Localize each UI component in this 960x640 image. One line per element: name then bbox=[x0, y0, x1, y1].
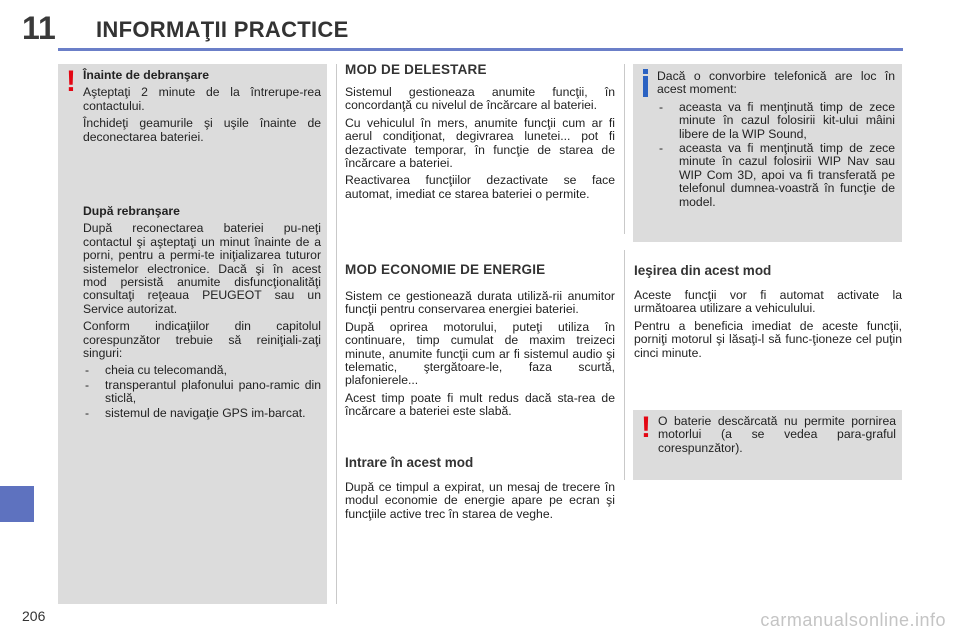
mod-delestare-p1: Sistemul gestioneaza anumite funcţii, în concordanţă cu nivelul de încărcare al bateriei. bbox=[345, 85, 615, 113]
mod-delestare-heading: MOD DE DELESTARE bbox=[345, 62, 487, 77]
page-number: 206 bbox=[22, 608, 46, 624]
enter-mode-body bbox=[345, 481, 615, 525]
exit-mode-p1: Aceste funcţii vor fi automat activate la următoarea utilizare a vehiculului. bbox=[634, 288, 902, 316]
chapter-side-tab bbox=[0, 486, 34, 522]
chapter-title: INFORMAŢII PRACTICE bbox=[96, 17, 349, 42]
header-rule bbox=[58, 48, 903, 51]
column-divider bbox=[624, 64, 625, 234]
eco-mode-p1: Sistem ce gestionează durata utiliză-rii anumitor funcţii pentru conservarea energiei bateriei. bbox=[345, 289, 615, 317]
eco-mode-heading: MOD ECONOMIE DE ENERGIE bbox=[345, 262, 546, 277]
reinit-list bbox=[83, 364, 321, 420]
before-disconnect-p2: Închideţi geamurile şi uşile înainte de deconectarea bateriei. bbox=[83, 116, 321, 144]
mod-delestare-p2: Cu vehiculul în mers, anumite funcţii cum ar fi aerul condiţionat, degivrarea lunetei... pot fi dezactivate temporar, în funcţie de starea de încărcare a bateriei. bbox=[345, 115, 615, 171]
column-divider bbox=[336, 64, 337, 604]
before-disconnect-block bbox=[83, 69, 321, 148]
after-reconnect-p1: După reconectarea bateriei pu-neţi contactul şi aşteptaţi un minut înainte de a porni, pentru a permi-te iniţializarea tuturor sistemelor electronice. Dacă şi în acest mod persistă anumite disfuncţionalităţi consultaţi reţeaua PEUGEOT sau un Service autorizat. bbox=[83, 221, 321, 316]
list-item: - cheia cu telecomandă, bbox=[83, 364, 321, 377]
after-reconnect-p2: Conform indicaţiilor din capitolul corespunzător trebuie să reiniţiali-zaţi singuri: bbox=[83, 319, 321, 361]
eco-mode-p2: După oprirea motorului, puteţi utiliza în continuare, timp cumulat de maxim treizeci minute, anumite funcţii cum ar fi sistemul audio şi telematic, ştergătoare-le, faza scurtă, plafonierele... bbox=[345, 319, 615, 388]
exit-mode-p2: Pentru a beneficia imediat de aceste funcţii, porniţi motorul şi lăsaţi-l să func-ţioneze cel puţin cinci minute. bbox=[634, 318, 902, 360]
before-disconnect-title: Înainte de debranşare bbox=[83, 68, 209, 82]
info-icon bbox=[643, 76, 648, 97]
eco-mode-p3: Acest timp poate fi mult redus dacă sta-rea de încărcare a bateriei este slabă. bbox=[345, 390, 615, 419]
enter-mode-heading: Intrare în acest mod bbox=[345, 455, 474, 470]
column-divider bbox=[624, 250, 625, 480]
watermark: carmanualsonline.info bbox=[760, 610, 946, 630]
mod-delestare-p3: Reactivarea funcţiilor dezactivate se face automat, imediat ce starea bateriei o permite. bbox=[345, 173, 615, 201]
warning-text: O baterie descărcată nu permite pornirea motorlui (a se vedea para-graful corespunzător). bbox=[658, 414, 896, 455]
chapter-number: 11 bbox=[22, 10, 56, 46]
list-item: - transperantul plafonului pano-ramic din sticlă, bbox=[83, 379, 321, 406]
eco-mode-body bbox=[345, 290, 615, 423]
exit-mode-body bbox=[634, 289, 902, 364]
warning-panel-body bbox=[658, 415, 896, 459]
warning-exclamation-icon: ! bbox=[641, 411, 651, 444]
info-list bbox=[657, 101, 895, 209]
list-item: - aceasta va fi menţinută timp de zece minute în cazul folosirii WIP Nav sau WIP Com 3D, apoi va fi transferată pe telefonul dumnea-voastră în funcţie de model. bbox=[657, 142, 895, 209]
enter-mode-p1: După ce timpul a expirat, un mesaj de trecere în modul economie de energie apare pe ecran şi funcţiile active trec în starea de veghe. bbox=[345, 480, 615, 521]
info-intro: Dacă o convorbire telefonică are loc în acest moment: bbox=[657, 69, 895, 97]
after-reconnect-title: După rebranşare bbox=[83, 204, 180, 218]
mod-delestare-body bbox=[345, 86, 615, 205]
after-reconnect-block bbox=[83, 205, 321, 421]
warning-exclamation-icon: ! bbox=[66, 65, 76, 98]
before-disconnect-p1: Aşteptaţi 2 minute de la întrerupe-rea contactului. bbox=[83, 85, 321, 113]
list-item: - sistemul de navigaţie GPS im-barcat. bbox=[83, 407, 321, 420]
exit-mode-heading: Ieşirea din acest mod bbox=[634, 263, 772, 278]
info-panel-body bbox=[657, 70, 895, 210]
list-item: - aceasta va fi menţinută timp de zece minute în cazul folosirii kit-ului mâini libere de la WIP Sound, bbox=[657, 101, 895, 141]
